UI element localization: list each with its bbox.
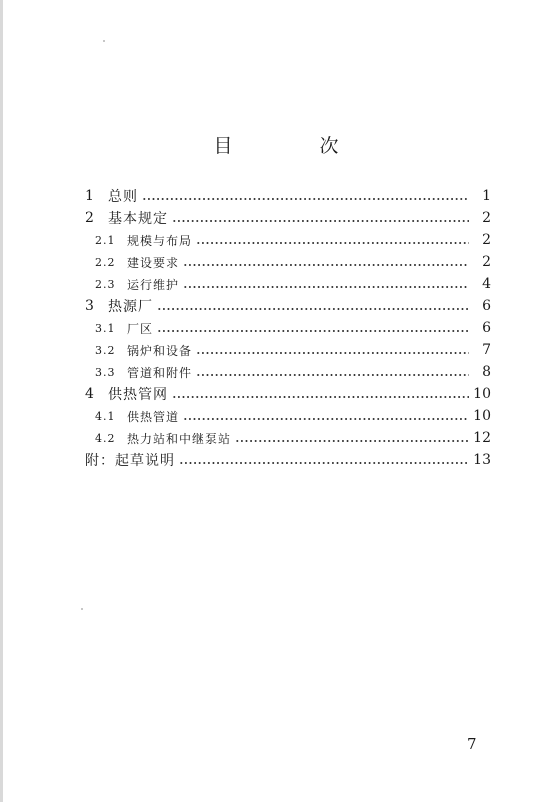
dot-leader bbox=[196, 237, 469, 249]
toc-entry-label: 规模与布局 bbox=[127, 233, 193, 248]
page-number: 7 bbox=[467, 735, 477, 753]
toc-entry-label: 供热管道 bbox=[127, 409, 180, 424]
toc-entry-page: 2 bbox=[482, 232, 491, 248]
toc-entry-label: 热力站和中继泵站 bbox=[127, 431, 232, 446]
toc-entry-page: 10 bbox=[473, 408, 491, 424]
toc-entry-page: 10 bbox=[473, 386, 491, 402]
dot-leader bbox=[142, 193, 469, 205]
toc-entry-number: 3 bbox=[85, 298, 94, 314]
dot-leader bbox=[179, 457, 469, 469]
toc-entry-number: 4.1 bbox=[95, 409, 116, 423]
dot-leader bbox=[183, 259, 469, 271]
toc-title: 目 次 bbox=[213, 135, 373, 157]
toc-entry-1[interactable] bbox=[85, 185, 491, 207]
dot-leader bbox=[196, 369, 469, 381]
dot-leader bbox=[172, 391, 469, 403]
toc-entry-number: 1 bbox=[85, 188, 94, 204]
toc-entry-2[interactable] bbox=[85, 207, 491, 229]
toc-entry-number: 3.1 bbox=[95, 321, 116, 335]
toc-entry-number: 2 bbox=[85, 210, 94, 226]
toc-entry-page: 13 bbox=[473, 452, 491, 468]
toc-entry-2-2[interactable] bbox=[85, 251, 491, 273]
toc-entry-3-1[interactable] bbox=[85, 317, 491, 339]
toc-entry-number: 4 bbox=[85, 386, 94, 402]
dot-leader bbox=[157, 303, 469, 315]
toc-entry-label: 运行维护 bbox=[127, 277, 180, 292]
toc-entry-label: 锅炉和设备 bbox=[127, 343, 193, 358]
dot-leader bbox=[235, 435, 469, 447]
toc-entry-page: 7 bbox=[482, 342, 491, 358]
scan-speck bbox=[103, 40, 105, 42]
toc-entry-3-3[interactable] bbox=[85, 361, 491, 383]
toc-entry-label: 总则 bbox=[108, 189, 138, 205]
toc-entry-3[interactable] bbox=[85, 295, 491, 317]
toc-entry-number: 3.3 bbox=[95, 365, 116, 379]
toc-entry-appendix[interactable] bbox=[85, 449, 491, 471]
toc-entry-label: 热源厂 bbox=[108, 299, 153, 315]
dot-leader bbox=[172, 215, 469, 227]
toc-entry-page: 2 bbox=[482, 254, 491, 270]
toc-entry-number: 4.2 bbox=[95, 431, 116, 445]
toc-entry-label: 管道和附件 bbox=[127, 365, 193, 380]
toc-entry-label: 供热管网 bbox=[108, 387, 168, 403]
toc-entry-3-2[interactable] bbox=[85, 339, 491, 361]
toc-entry-label: 基本规定 bbox=[108, 211, 168, 227]
scan-speck bbox=[81, 608, 83, 610]
dot-leader bbox=[183, 413, 469, 425]
toc-entry-4-2[interactable] bbox=[85, 427, 491, 449]
toc-entry-page: 2 bbox=[482, 210, 491, 226]
toc-entry-page: 4 bbox=[482, 276, 491, 292]
toc-entry-page: 8 bbox=[482, 364, 491, 380]
toc-entry-4[interactable] bbox=[85, 383, 491, 405]
toc-entry-page: 6 bbox=[482, 320, 491, 336]
toc-entry-number: 2.2 bbox=[95, 255, 116, 269]
toc-entry-4-1[interactable] bbox=[85, 405, 491, 427]
toc-entry-label: 建设要求 bbox=[127, 255, 180, 270]
toc-entry-2-3[interactable] bbox=[85, 273, 491, 295]
toc-entry-page: 12 bbox=[473, 430, 491, 446]
dot-leader bbox=[183, 281, 469, 293]
toc-entry-label: 厂区 bbox=[127, 321, 154, 336]
toc-entry-page: 1 bbox=[482, 188, 491, 204]
toc-entry-number: 2.1 bbox=[95, 233, 116, 247]
toc-entry-number: 3.2 bbox=[95, 343, 116, 357]
toc-entry-page: 6 bbox=[482, 298, 491, 314]
dot-leader bbox=[196, 347, 469, 359]
toc-entry-label: 附：起草说明 bbox=[85, 453, 175, 469]
dot-leader bbox=[157, 325, 469, 337]
toc-entry-number: 2.3 bbox=[95, 277, 116, 291]
toc-entry-2-1[interactable] bbox=[85, 229, 491, 251]
